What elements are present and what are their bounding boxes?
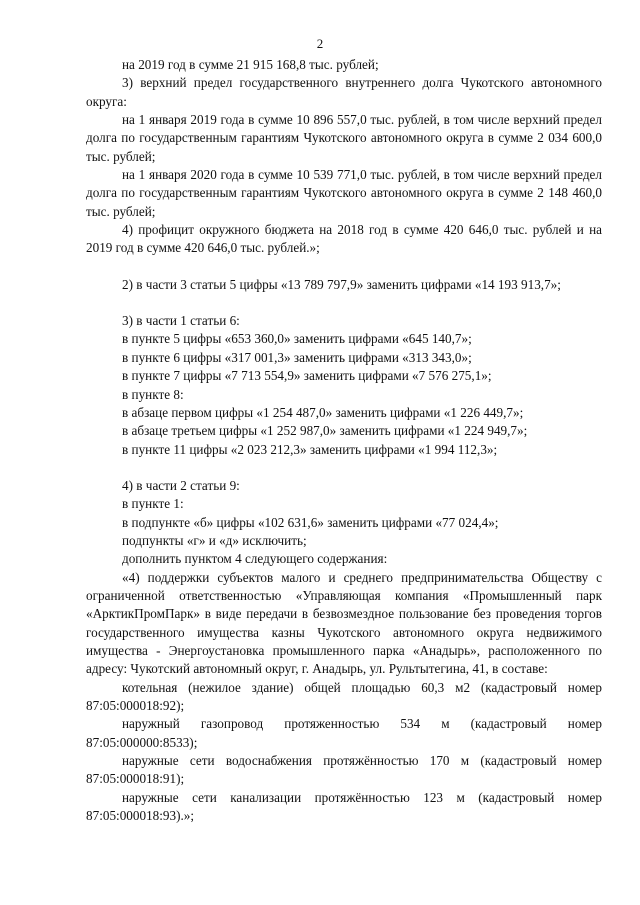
- paragraph: в пункте 1:: [122, 496, 184, 512]
- paragraph: в пункте 5 цифры «653 360,0» заменить цифрами «645 140,7»;: [122, 331, 472, 347]
- paragraph: в пункте 11 цифры «2 023 212,3» заменить цифрами «1 994 112,3»;: [122, 441, 498, 457]
- paragraph: «4) поддержки субъектов малого и среднего предпринимательства Обществу с ограниченной ответственностью «Управляющая компания «Промышленный парк «АрктикПромПарк» в виде передачи в безвозмездное пользование без проведения торгов государственного имущества казны Чукотского автономного округа недвижимого имущества - Энергоустановка промышленного парка «Анадырь», расположенного по адресу: Чукотский автономный округ, г. Анадырь, ул. Рультытегина, 41, в составе:: [86, 569, 602, 677]
- page-number: 2: [316, 36, 324, 51]
- paragraph: 3) в части 1 статьи 6:: [122, 313, 240, 329]
- paragraph: 4) профицит окружного бюджета на 2018 год в сумме 420 646,0 тыс. рублей и на 2019 год в сумме 420 646,0 тыс. рублей.»;: [86, 222, 602, 256]
- paragraph: 4) в части 2 статьи 9:: [122, 477, 240, 493]
- document-body: [86, 56, 602, 825]
- paragraph-gap: [86, 294, 602, 312]
- paragraph: подпункты «г» и «д» исключить;: [122, 532, 307, 548]
- paragraph: в пункте 6 цифры «317 001,3» заменить цифрами «313 343,0»;: [122, 349, 472, 365]
- paragraph: котельная (нежилое здание) общей площадью 60,3 м2 (кадастровый номер 87:05:000018:92);: [86, 679, 602, 713]
- paragraph: дополнить пунктом 4 следующего содержания:: [122, 551, 388, 567]
- paragraph-gap: [86, 258, 602, 276]
- paragraph: на 1 января 2019 года в сумме 10 896 557,0 тыс. рублей, в том числе верхний предел долга по государственным гарантиям Чукотского автономного округа в сумме 2 034 600,0 тыс. рублей;: [86, 112, 602, 164]
- paragraph: наружные сети канализации протяжённостью 123 м (кадастровый номер 87:05:000018:93).»;: [86, 789, 602, 824]
- paragraph: на 2019 год в сумме 21 915 168,8 тыс. рублей;: [122, 57, 379, 72]
- paragraph: в абзаце первом цифры «1 254 487,0» заменить цифрами «1 226 449,7»;: [122, 404, 524, 420]
- paragraph: в абзаце третьем цифры «1 252 987,0» заменить цифрами «1 224 949,7»;: [122, 423, 528, 439]
- paragraph: на 1 января 2020 года в сумме 10 539 771,0 тыс. рублей, в том числе верхний предел долга по государственным гарантиям Чукотского автономного округа в сумме 2 148 460,0 тыс. рублей;: [86, 167, 602, 219]
- paragraph: наружные сети водоснабжения протяжённостью 170 м (кадастровый номер 87:05:000018:91);: [86, 753, 602, 787]
- paragraph: 2) в части 3 статьи 5 цифры «13 789 797,9» заменить цифрами «14 193 913,7»;: [122, 276, 561, 292]
- paragraph: в подпункте «б» цифры «102 631,6» заменить цифрами «77 024,4»;: [122, 514, 499, 530]
- paragraph-gap: [86, 459, 602, 477]
- paragraph: в пункте 7 цифры «7 713 554,9» заменить цифрами «7 576 275,1»;: [122, 368, 492, 384]
- paragraph: в пункте 8:: [122, 386, 184, 402]
- paragraph: 3) верхний предел государственного внутреннего долга Чукотского автономного округа:: [86, 75, 602, 109]
- paragraph: наружный газопровод протяженностью 534 м (кадастровый номер 87:05:000000:8533);: [86, 716, 602, 750]
